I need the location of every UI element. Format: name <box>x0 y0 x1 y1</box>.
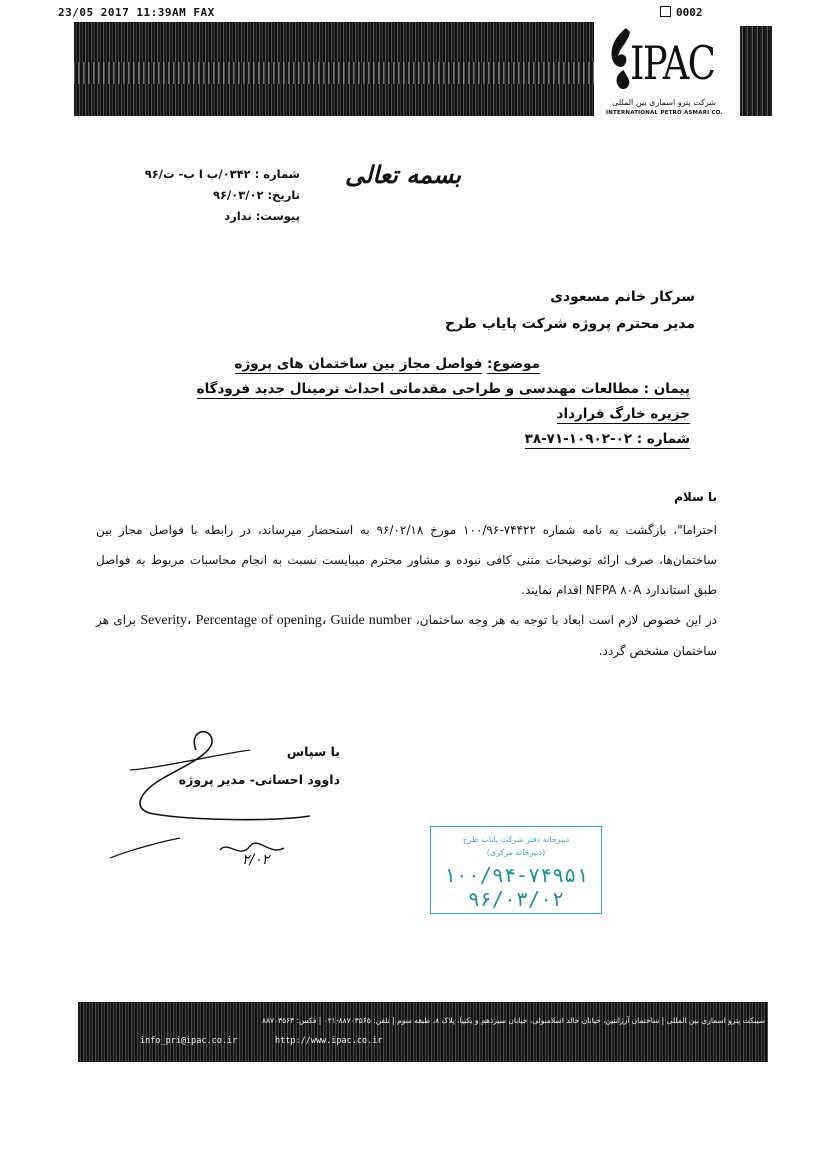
logo-persian-name: شرکت پترو اسماری بین المللی <box>612 98 716 107</box>
stamp-date: ۹۶/۰۳/۰۲ <box>467 887 565 911</box>
contract-text: پیمان : مطالعات مهندسی و طراحی مقدماتی احداث ترمینال جدید فرودگاه جزیره خارگ قرارداد <box>196 381 690 422</box>
letter-meta <box>110 164 300 227</box>
stamp-line-1: دبیرخانه دفتر شرکت پایاب طرح <box>462 835 570 844</box>
footer-address: سینکت پترو اسماری بین المللی | ساختمان آرژانتین، خیابان خالد اسلامبولی، خیابان سیزدهم و یکبیا، پلاک ۸، طبقه سوم | تلفن: ۸۸۷۰۳۵۶۵-۰۲۱ | فکس: ۸۸۷۰۳۵۶۴ <box>261 1016 765 1025</box>
subject-block <box>170 352 690 452</box>
logo-english-name: INTERNATIONAL PETRO ASMARI CO. <box>606 110 723 116</box>
signer: داوود احسانی- مدیر پروژه <box>178 772 340 787</box>
subject-text: فواصل مجاز بین ساختمان های پروژه <box>234 356 483 372</box>
closing: با سپاس <box>286 744 340 759</box>
page-number-value: 0002 <box>676 6 703 19</box>
company-logo <box>598 22 728 122</box>
handwritten-note: ۲/۰۲ <box>242 852 270 868</box>
recipient-block <box>300 284 695 338</box>
letter-date: تاریخ: ۹۶/۰۳/۰۲ <box>213 188 300 202</box>
signature-block <box>140 738 340 794</box>
paragraph-2-end: برای هر ساختمان مشخص گردد. <box>96 613 717 658</box>
handwritten-signature <box>100 710 340 890</box>
letter-body <box>96 515 717 666</box>
subject-label: موضوع: <box>487 356 540 372</box>
stamp-number: ۱۰۰/۹۴-۷۴۹۵۱ <box>443 863 589 887</box>
footer-band <box>78 1002 768 1062</box>
letterhead-side-band <box>740 26 772 116</box>
letterhead-band <box>74 22 594 116</box>
contract-number-line <box>170 427 690 452</box>
salutation: با سلام <box>674 490 717 504</box>
recipient-title: مدیر محترم پروژه شرکت پایاب طرح <box>444 316 695 332</box>
receipt-stamp <box>430 826 602 914</box>
subject-line <box>170 352 540 377</box>
paragraph-2-english-terms: Severity، Percentage of opening، Guide number <box>140 613 412 628</box>
fax-page-number <box>660 6 703 19</box>
bismillah-heading: بسمه تعالی <box>345 160 462 189</box>
contract-line <box>170 377 690 427</box>
contract-number: شماره : ۰۲-۱۰۹۰۲-۷۱-۳۸ <box>524 431 690 447</box>
footer-email: info_pri@ipac.co.ir <box>140 1036 238 1046</box>
footer-website: http://www.ipac.co.ir <box>275 1036 383 1046</box>
logo-name: IPAC <box>630 36 715 90</box>
paragraph-2-start: در این خصوص لازم است ابعاد با توجه به هر وجه ساختمان، <box>415 613 717 627</box>
stamp-line-2: (دبیرخانه مرکزی) <box>486 848 546 857</box>
body-paragraph-2 <box>96 605 717 666</box>
fax-timestamp: 23/05 2017 11:39AM FAX <box>58 6 215 19</box>
letter-attachment: پیوست: ندارد <box>224 209 300 223</box>
body-paragraph-1: احتراما"، بازگشت به نامه شماره ۷۴۴۲۲-۱۰۰/۹۶ مورخ ۹۶/۰۲/۱۸ به استحضار میرساند، در رابطه با فواصل مجاز بین ساختمان‌ها، صرف ارائه توضیحات متنی کافی نبوده و مشاور محترم میبایست نسبت به انجام محاسبات مربوط به فواصل طبق استاندارد NFPA ۸۰A اقدام نمایند. <box>96 523 718 597</box>
recipient-name: سرکار خانم مسعودی <box>550 289 695 305</box>
letter-number: شماره : ۰۳۴۲/ب ا ب- ت/۹۶ <box>144 167 300 181</box>
checkbox-icon <box>660 6 671 17</box>
